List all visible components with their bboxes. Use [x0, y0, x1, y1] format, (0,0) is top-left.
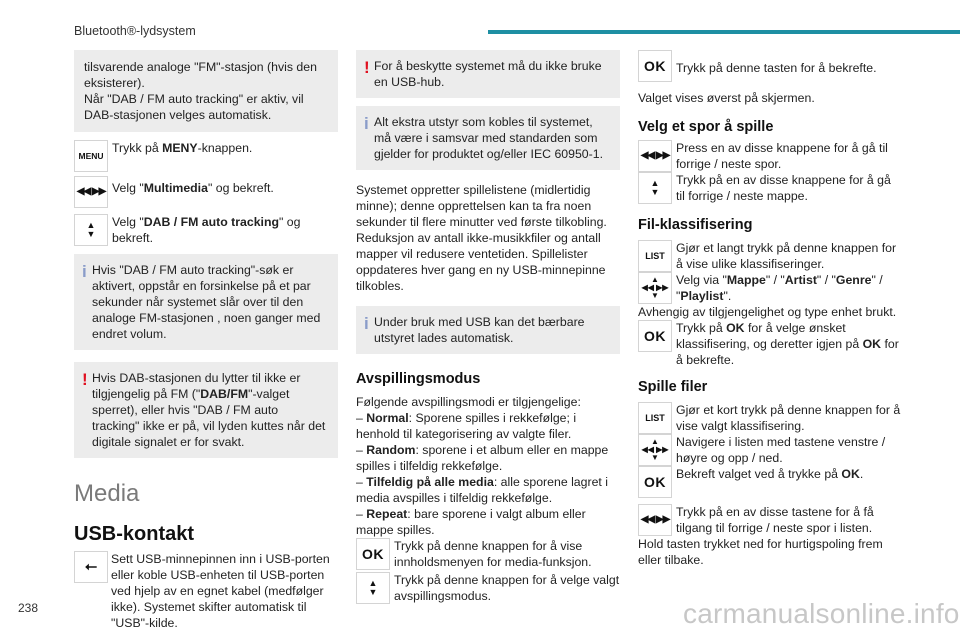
playback-intro: Følgende avspillingsmodi er tilgjengelige: [356, 395, 581, 409]
play-step-2 [638, 434, 902, 466]
step-multimedia [74, 176, 338, 208]
playback-heading: Avspillingsmodus [356, 371, 481, 387]
play-step-4 [638, 504, 902, 536]
warning-icon: ! [364, 58, 370, 77]
warning-box-usb-hub [356, 50, 620, 98]
step-media-menu [356, 538, 620, 570]
mode-normal: – Normal: Sporene spilles i rekkefølge; i henhold til kategorisering av valgte filer. [356, 411, 577, 441]
step-text: Velg "DAB / FM auto tracking" og bekreft. [112, 215, 301, 245]
class-step-1 [638, 240, 902, 272]
list-button-icon: LIST [638, 240, 672, 272]
step-text: Press en av disse knappene for å gå til forrige / neste spor. [676, 141, 888, 171]
step-text: Trykk på en av disse knappene for å gå til forrige / neste mappe. [676, 173, 891, 203]
mode-random: – Random: sporene i et album eller en mappe spilles i tilfeldig rekkefølge. [356, 443, 609, 473]
step-text: Trykk på denne knappen for å velge valgt avspillingsmodus. [394, 573, 620, 603]
step-text: Bekreft valget ved å trykke på OK. [676, 467, 864, 481]
ok-button-icon: OK [638, 50, 672, 82]
class-step-2 [638, 272, 902, 304]
warning-icon: ! [82, 370, 88, 389]
step-text: Trykk på OK for å velge ønsket klassifisering, og deretter igjen på OK for å bekrefte. [676, 321, 899, 367]
left-right-arrows-icon: ◀◀ ▶▶ [638, 140, 672, 172]
warning-text: For å beskytte systemet må du ikke bruke en USB-hub. [374, 59, 602, 89]
fast-forward-text: Hold tasten trykket ned for hurtigspoling frem eller tilbake. [638, 537, 883, 567]
step-dab-tracking [74, 214, 338, 246]
left-right-arrows-icon: ◀◀ ▶▶ [638, 504, 672, 536]
four-way-arrows-icon: ▲ ◀◀ ▶▶ ▼ [638, 434, 672, 466]
step-confirm [638, 50, 902, 82]
usb-step [74, 551, 338, 631]
media-heading: Media [74, 480, 140, 507]
mode-repeat: – Repeat: bare sporene i valgt album eller mappe spilles. [356, 507, 586, 537]
menu-button-icon: MENU [74, 140, 108, 172]
play-step-3 [638, 466, 902, 498]
availability-text: Avhengig av tilgjengelighet og type enhet brukt. [638, 305, 897, 319]
class-step-3 [638, 320, 902, 368]
classification-heading: Fil-klassifisering [638, 217, 753, 233]
left-right-arrows-icon: ◀◀ ▶▶ [74, 176, 108, 208]
info-icon: i [364, 114, 369, 133]
up-down-arrows-icon: ▲ ▼ [356, 572, 390, 604]
step-menu [74, 140, 338, 172]
ok-button-icon: OK [356, 538, 390, 570]
usb-heading: USB-kontakt [74, 523, 195, 545]
header-title: Bluetooth®-lydsystem [74, 24, 196, 38]
column-3 [638, 50, 902, 568]
mode-random-all: – Tilfeldig på alle media: alle sporene lagret i media avspilles i tilfeldig rekkefølge. [356, 475, 608, 505]
track-step-2 [638, 172, 902, 204]
column-2 [356, 50, 620, 604]
step-text: Gjør et kort trykk på denne knappen for å vise valgt klassifisering. [676, 403, 901, 433]
step-text: Trykk på denne tasten for å bekrefte. [676, 61, 877, 75]
ok-button-icon: OK [638, 466, 672, 498]
warning-box-dab-signal [74, 362, 338, 458]
note-box-dab [74, 50, 338, 132]
info-icon: i [82, 262, 87, 281]
page-number: 238 [18, 601, 39, 615]
info-box-dab-delay [74, 254, 338, 350]
step-select-mode [356, 572, 620, 604]
header-accent-bar [488, 30, 960, 34]
note-text: Når "DAB / FM auto tracking" er aktiv, vil DAB-stasjonen velges automatisk. [84, 92, 304, 122]
info-text: Under bruk med USB kan det bærbare utstyret lades automatisk. [374, 315, 585, 345]
playlist-text: Systemet oppretter spillelistene (midlertidig minne); denne opprettelsen kan ta fra noen sekunder til flere minutter ved første tilkobling. Reduksjon av antall ikke-musikkfiler og antall mapper vil redusere ventetiden. Spillelister oppdateres hver gang en ny USB-minnepinne tilkobles. [356, 183, 607, 293]
usb-icon: ⭠ [74, 551, 108, 583]
info-box-standard [356, 106, 620, 170]
track-heading: Velg et spor å spille [638, 119, 774, 135]
note-text: tilsvarende analoge "FM"-stasjon (hvis den eksisterer). [84, 60, 317, 90]
step-text: Trykk på MENY-knappen. [112, 141, 253, 155]
step-text: Trykk på denne knappen for å vise innholdsmenyen for media-funksjon. [394, 539, 592, 569]
info-box-charging [356, 306, 620, 354]
column-1 [74, 50, 338, 631]
four-way-arrows-icon: ▲ ◀◀ ▶▶ ▼ [638, 272, 672, 304]
watermark: carmanualsonline.info [683, 598, 960, 629]
step-text: Velg "Multimedia" og bekreft. [112, 181, 274, 195]
play-step-1 [638, 402, 902, 434]
selection-shown-text: Valget vises øverst på skjermen. [638, 91, 815, 105]
usb-text: Sett USB-minnepinnen inn i USB-porten eller koble USB-enheten til USB-porten ved hjelp av en egnet kabel (medfølger ikke). Systemet skifter automatisk til "USB"-kilde. [111, 552, 330, 630]
step-text: Trykk på en av disse tastene for å få tilgang til forrige / neste spor i listen. [676, 505, 874, 535]
step-text: Velg via "Mappe" / "Artist" / "Genre" / "Playlist". [676, 273, 883, 303]
info-text: Hvis "DAB / FM auto tracking"-søk er aktivert, oppstår en forsinkelse på et par sekunder når systemet slår over til den analoge FM-stasjonen , noen ganger med endret volum. [92, 263, 321, 341]
up-down-arrows-icon: ▲ ▼ [638, 172, 672, 204]
up-down-arrows-icon: ▲ ▼ [74, 214, 108, 246]
ok-button-icon: OK [638, 320, 672, 352]
warning-text: Hvis DAB-stasjonen du lytter til ikke er tilgjengelig på FM ("DAB/FM"-valget sperret), eller hvis "DAB / FM auto tracking" ikke er på, vil lyden kuttes når det digitale signalet er for svakt. [92, 371, 326, 449]
step-text: Gjør et langt trykk på denne knappen for å vise ulike klassifiseringer. [676, 241, 897, 271]
step-text: Navigere i listen med tastene venstre / høyre og opp / ned. [676, 435, 886, 465]
play-files-heading: Spille filer [638, 379, 708, 395]
track-step-1 [638, 140, 902, 172]
info-text: Alt ekstra utstyr som kobles til systemet, må være i samsvar med standarden som gjelder for produktet og/eller IEC 60950-1. [374, 115, 603, 161]
info-icon: i [364, 314, 369, 333]
list-button-icon: LIST [638, 402, 672, 434]
